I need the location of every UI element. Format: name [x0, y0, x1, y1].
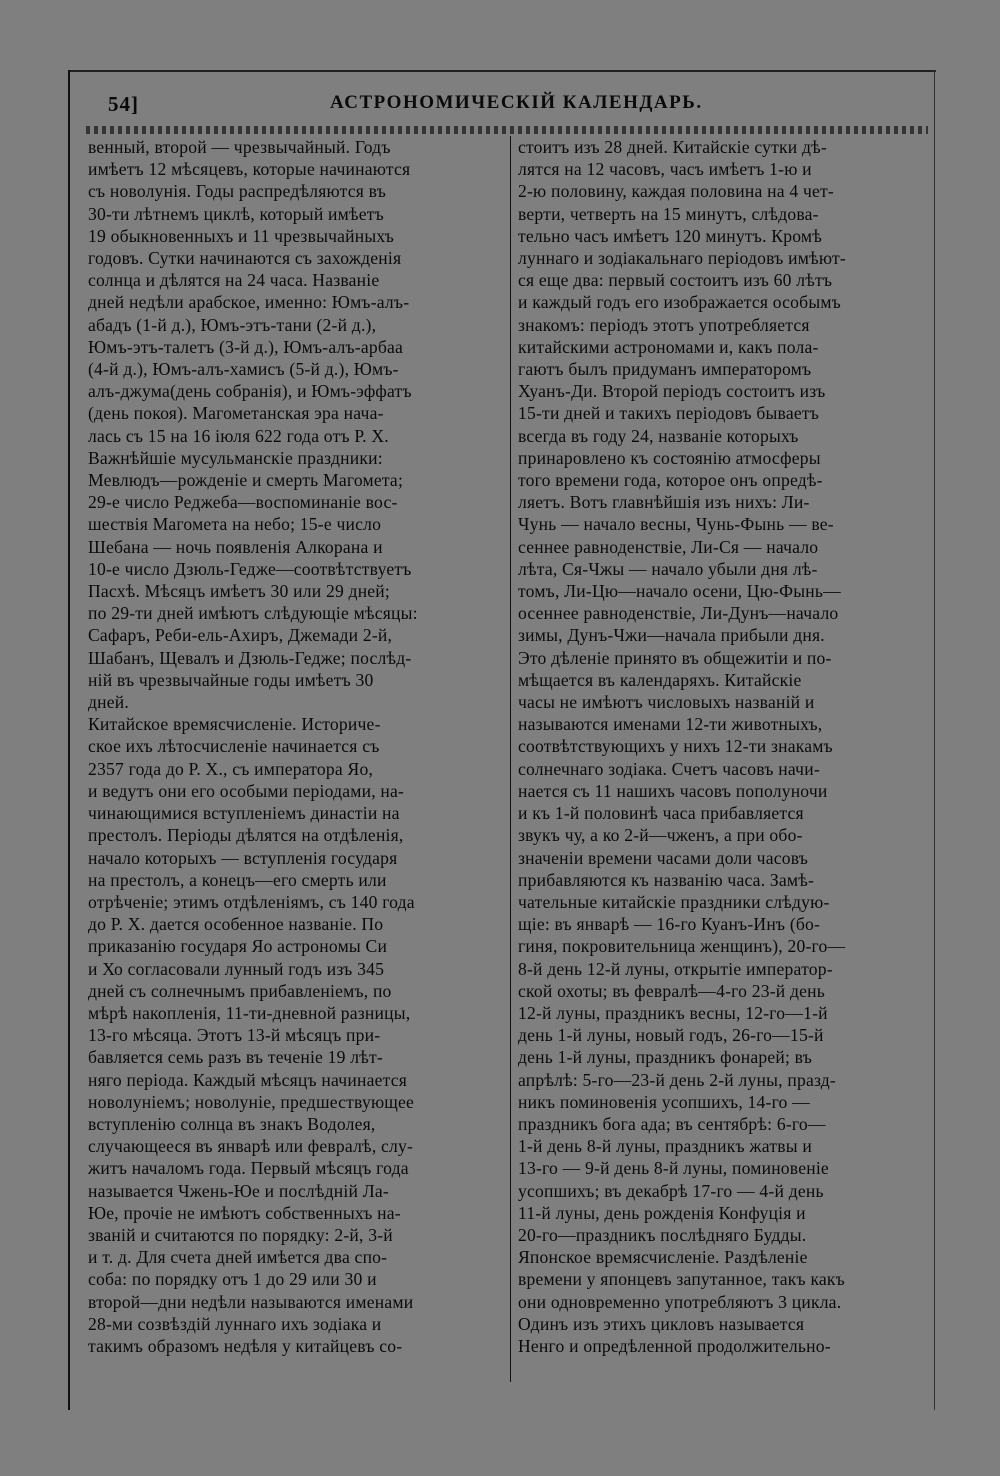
text-line: начало которыхъ — вступленія государя [88, 847, 398, 868]
text-line: стоитъ изъ 28 дней. Китайскіе сутки дѣ- [518, 137, 827, 157]
text-line: чательные китайскіе праздники слѣдую- [518, 891, 830, 912]
text-line: апрѣлѣ: 5-го—23-й день 2-й луны, празд- [518, 1069, 836, 1090]
text-line: шествія Магомета на небо; 15-е число [88, 514, 382, 535]
text-line: бавляется семь разъ въ теченіе 19 лѣт- [88, 1047, 383, 1068]
text-line: и т. д. Для счета дней имѣется два спо- [88, 1247, 388, 1268]
header-wavy-rule [86, 126, 928, 134]
running-title: АСТРОНОМИЧЕСКІЙ КАЛЕНДАРЬ. [330, 92, 703, 113]
text-line: часы не имѣютъ числовыхъ названій и [518, 692, 815, 713]
text-line: и къ 1-й половинѣ часа прибавляется [518, 803, 804, 824]
text-line: годовъ. Сутки начинаются съ захожденія [88, 248, 402, 269]
text-line: такимъ образомъ недѣля у китайцевъ со- [88, 1335, 403, 1356]
text-line: 12-й луны, праздникъ весны, 12-го—1-й [518, 1002, 828, 1023]
text-line: алъ-джума(день собранія), и Юмъ-эффатъ [88, 381, 412, 402]
right-column [518, 136, 934, 1357]
text-line: значеніи времени часами доли часовъ [518, 847, 809, 868]
text-line: Японское времясчисленіе. Раздѣленіе [518, 1247, 808, 1268]
text-line: 8-й день 12-й луны, открытіе император- [518, 958, 833, 979]
column-divider [510, 136, 511, 1382]
text-line: Важнѣйшіе мусульманскіе праздники: [88, 447, 383, 468]
text-line: вступленію солнца въ знакъ Водолея, [88, 1113, 376, 1134]
text-line: щіе: въ январѣ — 16-го Куанъ-Инъ (бо- [518, 914, 821, 935]
text-line: приказанію государя Яо астрономы Си [88, 936, 388, 957]
text-line: ской охоты; въ февралѣ—4-го 23-й день [518, 980, 825, 1001]
left-column [88, 136, 504, 1357]
text-line: (день покоя). Магометанская эра нача- [88, 403, 384, 424]
text-line: соба: по порядку отъ 1 до 29 или 30 и [88, 1269, 377, 1290]
text-line: Шабанъ, Щевалъ и Дзюль-Гедже; послѣд- [88, 647, 412, 668]
text-line: 20-го—праздникъ послѣдняго Будды. [518, 1224, 807, 1245]
text-line: называются именами 12-ти животныхъ, [518, 714, 823, 735]
text-line: 15-ти дней и такихъ періодовъ бываетъ [518, 403, 820, 424]
text-line: гиня, покровительница женщинъ), 20-го— [518, 936, 846, 957]
text-line: нается съ 11 нашихъ часовъ пополуночи [518, 780, 828, 801]
text-line: абадъ (1-й д.), Юмъ-этъ-тани (2-й д.), [88, 314, 377, 335]
text-line: Шебана — ночь появленія Алкорана и [88, 536, 383, 557]
text-line: 1-й день 8-й луны, праздникъ жатвы и [518, 1136, 812, 1157]
text-line: Юмъ-этъ-талетъ (3-й д.), Юмъ-алъ-арбаа [88, 336, 403, 357]
text-line: Китайское времясчисленіе. Историче- [88, 714, 381, 735]
text-line: ся еще два: первый состоитъ изъ 60 лѣтъ [518, 270, 833, 291]
text-line: и каждый годъ его изображается особымъ [518, 292, 841, 313]
text-line: случающееся въ январѣ или февралѣ, слу- [88, 1136, 414, 1157]
text-line: на престолъ, а конецъ—его смерть или [88, 869, 387, 890]
text-line: верти, четверть на 15 минутъ, слѣдова- [518, 203, 819, 224]
text-line: мѣрѣ накопленія, 11-ти-дневной разницы, [88, 1002, 411, 1023]
text-line: всегда въ году 24, названіе которыхъ [518, 425, 799, 446]
text-line: лась съ 15 на 16 іюля 622 года отъ Р. Х. [88, 425, 389, 446]
text-line: Мевлюдъ—рожденіе и смерть Магомета; [88, 470, 404, 491]
text-line: 10-е число Дзюль-Гедже—соотвѣтствуетъ [88, 558, 412, 579]
text-line: солнечнаго зодіака. Счетъ часовъ начи- [518, 758, 820, 779]
text-line: дней недѣли арабское, именно: Юмъ-алъ- [88, 292, 410, 313]
text-line: солнца и дѣлятся на 24 часа. Названіе [88, 270, 380, 291]
text-line: томъ, Ли-Цю—начало осени, Цю-Фынь— [518, 581, 841, 602]
page-number: 54] [108, 92, 139, 116]
text-line: 28-ми созвѣздій луннаго ихъ зодіака и [88, 1313, 382, 1334]
text-line: они одновременно употребляютъ 3 цикла. [518, 1291, 842, 1312]
text-line: (4-й д.), Юмъ-алъ-хамисъ (5-й д.), Юмъ- [88, 359, 399, 380]
text-line: до Р. Х. дается особенное названіе. По [88, 914, 384, 935]
text-line: престолъ. Періоды дѣлятся на отдѣленія, [88, 825, 404, 846]
text-line: Это дѣленіе принято въ общежитіи и по- [518, 647, 832, 668]
text-line: отрѣченіе; этимъ отдѣленіямъ, съ 140 года [88, 891, 415, 912]
text-line: прибавляются къ названію часа. Замѣ- [518, 869, 815, 890]
text-line: чинающимися вступленіемъ династіи на [88, 803, 400, 824]
text-line: того времени года, которое онъ опредѣ- [518, 470, 823, 491]
text-line: дней съ солнечнымъ прибавленіемъ, по [88, 980, 392, 1001]
text-line: 13-го мѣсяца. Этотъ 13-й мѣсяцъ при- [88, 1025, 381, 1046]
text-line: 2357 года до Р. Х., съ императора Яо, [88, 758, 374, 779]
text-line: званій и считаются по порядку: 2-й, 3-й [88, 1224, 393, 1245]
text-line: и Хо согласовали лунный годъ изъ 345 [88, 958, 385, 979]
text-line: по 29-ти дней имѣютъ слѣдующіе мѣсяцы: [88, 603, 418, 624]
text-line: тельно часъ имѣетъ 120 минутъ. Кромѣ [518, 225, 822, 246]
text-line: называется Чжень-Юе и послѣдній Ла- [88, 1180, 389, 1201]
text-line: новолуніемъ; новолуніе, предшествующее [88, 1091, 415, 1112]
text-line: ское ихъ лѣтосчисленіе начинается съ [88, 736, 380, 757]
text-line: Одинъ изъ этихъ цикловъ называется [518, 1313, 805, 1334]
page-frame-top [68, 70, 936, 72]
text-line: житъ началомъ года. Первый мѣсяцъ года [88, 1158, 409, 1179]
text-line: усопшихъ; въ декабрѣ 17-го — 4-й день [518, 1180, 824, 1201]
text-line: ній въ чрезвычайные годы имѣетъ 30 [88, 669, 374, 690]
text-line: знакомъ: періодъ этотъ употребляется [518, 314, 810, 335]
text-line: Хуанъ-Ди. Второй періодъ состоитъ изъ [518, 381, 826, 402]
text-line: осеннее равноденствіе, Ли-Дунъ—начало [518, 603, 839, 624]
page-header [108, 92, 928, 122]
text-line: звукъ чу, а ко 2-й—чженъ, а при обо- [518, 825, 803, 846]
text-line: гаютъ былъ придуманъ императоромъ [518, 359, 812, 380]
page-frame-left [68, 70, 70, 1410]
text-line: соотвѣтствующихъ у нихъ 12-ти знакамъ [518, 736, 833, 757]
text-line: няго періода. Каждый мѣсяцъ начинается [88, 1069, 408, 1090]
page-frame-right [934, 70, 935, 1410]
text-line: 29-е число Реджеба—воспоминаніе вос- [88, 492, 398, 513]
text-line: никъ поминовенія усопшихъ, 14-го — [518, 1091, 810, 1112]
text-line: праздникъ бога ада; въ сентябрѣ: 6-го— [518, 1113, 826, 1134]
text-line: дней. [88, 692, 129, 713]
text-line: луннаго и зодіакальнаго періодовъ имѣют- [518, 248, 846, 269]
text-line: времени у японцевъ запутанное, такъ какъ [518, 1269, 845, 1290]
text-line: лятся на 12 часовъ, часъ имѣетъ 1-ю и [518, 159, 812, 180]
text-line: Чунь — начало весны, Чунь-Фынь — ве- [518, 514, 834, 535]
text-line: зимы, Дунъ-Чжи—начала прибыли дня. [518, 625, 825, 646]
text-line: 2-ю половину, каждая половина на 4 чет- [518, 181, 834, 202]
text-line: лѣта, Ся-Чжы — начало убыли дня лѣ- [518, 558, 818, 579]
text-line: сеннее равноденствіе, Ли-Ся — начало [518, 536, 819, 557]
text-line: 30-ти лѣтнемъ циклѣ, который имѣетъ [88, 203, 384, 224]
text-line: второй—дни недѣли называются именами [88, 1291, 414, 1312]
text-line: имѣетъ 12 мѣсяцевъ, которые начинаются [88, 159, 411, 180]
text-line: 19 обыкновенныхъ и 11 чрезвычайныхъ [88, 225, 395, 246]
text-line: венный, второй — чрезвычайный. Годъ [88, 137, 391, 157]
text-line: 11-й луны, день рожденія Конфуція и [518, 1202, 806, 1223]
text-line: Пасхѣ. Мѣсяцъ имѣетъ 30 или 29 дней; [88, 581, 391, 602]
text-line: Юе, прочіе не имѣютъ собственныхъ на- [88, 1202, 401, 1223]
text-line: день 1-й луны, новый годъ, 26-го—15-й [518, 1025, 824, 1046]
text-line: 13-го — 9-й день 8-й луны, поминовеніе [518, 1158, 829, 1179]
text-line: ляетъ. Вотъ главнѣйшія изъ нихъ: Ли- [518, 492, 810, 513]
text-line: Сафаръ, Реби-ель-Ахиръ, Джемади 2-й, [88, 625, 393, 646]
text-line: день 1-й луны, праздникъ фонарей; въ [518, 1047, 813, 1068]
text-line: мѣщается въ календаряхъ. Китайскіе [518, 669, 802, 690]
text-line: принаровлено къ состоянію атмосферы [518, 447, 821, 468]
text-line: съ новолунія. Годы распредѣляются въ [88, 181, 386, 202]
text-line: Ненго и опредѣленной продолжительно- [518, 1335, 831, 1356]
text-line: и ведутъ они его особыми періодами, на- [88, 780, 405, 801]
text-line: китайскими астрономами и, какъ пола- [518, 336, 819, 357]
